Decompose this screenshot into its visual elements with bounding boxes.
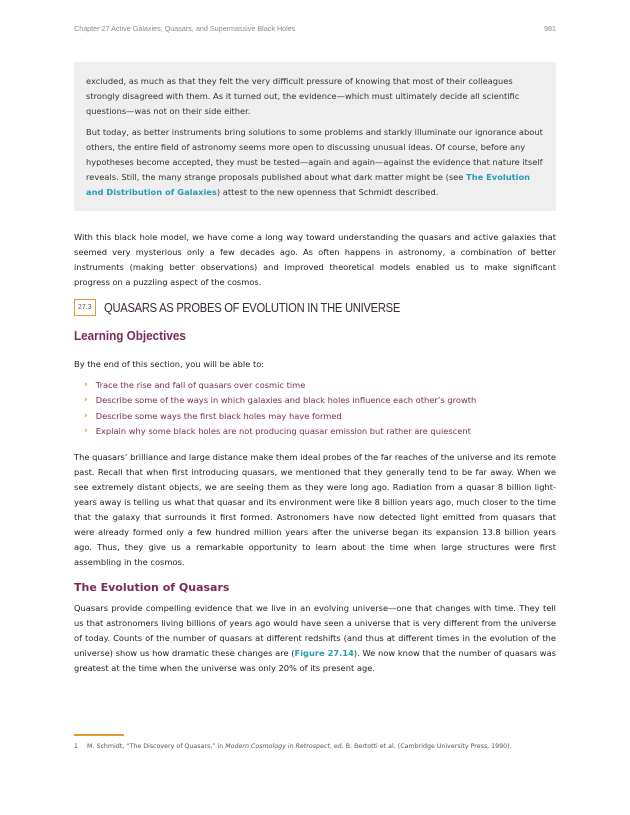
list-item: › Describe some of the ways in which galaxies and black holes influence each other’s growth <box>84 393 476 408</box>
section-title: QUASARS AS PROBES OF EVOLUTION IN THE UNIVERSE <box>103 300 400 315</box>
list-item: › Describe some ways the first black holes may have formed <box>84 409 476 424</box>
learning-objectives-intro: By the end of this section, you will be able to: <box>74 359 265 369</box>
footnote: 1 M. Schmidt, “The Discovery of Quasars,” in Modern Cosmology in Retrospect, ed. B. Bertotti et al. (Cambridge University Press, 1990). <box>74 743 512 750</box>
footnote-divider <box>74 734 124 736</box>
chevron-right-icon: › <box>84 395 88 406</box>
evolution-paragraph: Quasars provide compelling evidence that we live in an evolving universe—one that changes with time. They tell us that astronomers living billions of years ago would have seen a universe that is very different from the universe of today. Counts of the number of quasars at different redshifts (and thus at different times in the evolution of the universe) show us how dramatic these changes are (Figure 27.14). We now know that the number of quasars was greatest at the time when the universe was only 20% of its present age. <box>74 603 556 673</box>
learning-objectives-list <box>84 378 476 439</box>
list-item: › Explain why some black holes are not producing quasar emission but rather are quiescent <box>84 424 476 439</box>
chevron-right-icon: › <box>84 425 88 436</box>
page-number: 981 <box>544 24 556 33</box>
subsection-heading: The Evolution of Quasars <box>74 581 230 594</box>
figure-link[interactable]: Figure 27.14 <box>294 648 354 658</box>
section-number-badge: 27.3 <box>74 299 96 316</box>
feature-box-paragraph: But today, as better instruments bring solutions to some problems and starkly illuminate our ignorance about others, the entire field of astronomy seems more open to discussing unusual ideas. Of course, before any hypotheses become accepted, they must be tested—again and again—against the evidence that nature itself reveals. Still, the many strange proposals published about what dark matter might be (see The Evolution and Distribution of Galaxies) attest to the new openness that Schmidt described. <box>86 127 543 197</box>
chevron-right-icon: › <box>84 380 88 390</box>
chevron-right-icon: › <box>84 410 88 421</box>
section-heading <box>74 299 556 316</box>
feature-box-paragraph: excluded, as much as that they felt the very difficult pressure of knowing that most of their colleagues strongly disagreed with them. As it turned out, the evidence—which must ultimately decide all scientific questions—was not on their side either. <box>86 76 520 116</box>
footnote-book-title: Modern Cosmology in Retrospect <box>225 743 330 750</box>
galaxy-evolution-link[interactable]: The Evolution and Distribution of Galaxies <box>86 172 531 197</box>
footnote-number: 1 <box>74 743 79 750</box>
feature-box <box>74 62 556 211</box>
intro-paragraph: With this black hole model, we have come a long way toward understanding the quasars and active galaxies that seemed very mysterious only a few decades ago. As often happens in astronomy, a combination of better instruments (making better observations) and improved theoretical models enabled us to make significant progress on a puzzling aspect of the cosmos. <box>74 232 556 287</box>
body-paragraph: The quasars’ brilliance and large distance make them ideal probes of the far reaches of the universe and its remote past. Recall that when first introducing quasars, we mentioned that they generally tend to be far away. When we see extremely distant objects, we are seeing them as they were long ago. Radiation from a quasar 8 billion light-years away is telling us what that quasar and its environment were like 8 billion years ago, much closer to the time that the galaxy that surrounds it first formed. Astronomers have now detected light emitted from quasars that were already formed only a few hundred million years after the universe began its expansion 13.8 billion years ago. Thus, they give us a remarkable opportunity to learn about the time when large structures were first assembling in the cosmos. <box>74 452 556 567</box>
running-header <box>74 24 556 33</box>
learning-objectives-heading: Learning Objectives <box>74 328 186 343</box>
chapter-title: Chapter 27 Active Galaxies, Quasars, and Supermassive Black Holes <box>74 24 296 33</box>
list-item: › Trace the rise and fall of quasars over cosmic time <box>84 378 476 393</box>
